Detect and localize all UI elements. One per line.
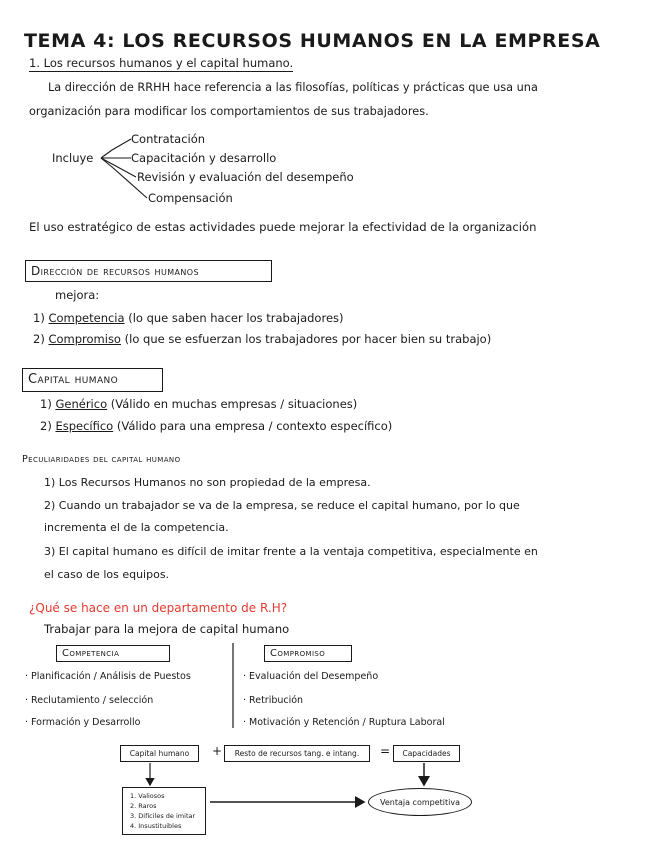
department-subtitle: Trabajar para la mejora de capital humano bbox=[44, 622, 290, 636]
strategic-note: El uso estratégico de estas actividades puede mejorar la efectividad de la organización bbox=[29, 220, 537, 234]
includes-item: Revisión y evaluación del desempeño bbox=[137, 170, 354, 184]
item-term: Genérico bbox=[55, 397, 108, 411]
property-item: 2. Raros bbox=[130, 802, 157, 810]
property-item: 3. Difíciles de imitar bbox=[130, 812, 196, 820]
department-question: ¿Qué se hace en un departamento de R.H? bbox=[29, 601, 288, 615]
competencia-item: · Planificación / Análisis de Puestos bbox=[25, 671, 191, 682]
peculiaridad: 2) Cuando un trabajador se va de la empresa, se reduce el capital humano, por lo que bbox=[44, 499, 520, 512]
capacidades-box: Capacidades bbox=[393, 745, 460, 762]
brace-line bbox=[101, 139, 131, 158]
includes-item: Compensación bbox=[148, 191, 233, 205]
mejora-label: mejora: bbox=[55, 288, 100, 302]
paragraph-line: La dirección de RRHH hace referencia a las filosofías, políticas y prácticas que usa una bbox=[48, 81, 538, 94]
item-term: Competencia bbox=[48, 311, 125, 325]
item-desc: (lo que saben hacer los trabajadores) bbox=[128, 311, 344, 325]
capital-humano-box: Capital humano bbox=[120, 745, 199, 762]
list-item bbox=[33, 334, 491, 346]
item-term: Compromiso bbox=[48, 332, 121, 346]
paragraph-line: organización para modificar los comportamientos de sus trabajadores. bbox=[29, 105, 429, 118]
compromiso-item: · Retribución bbox=[243, 695, 304, 706]
peculiaridad: 3) El capital humano es difícil de imitar frente a la ventaja competitiva, especialmente en bbox=[44, 545, 538, 558]
peculiaridades-heading: Peculiaridades del capital humano bbox=[22, 454, 181, 465]
peculiaridad: el caso de los equipos. bbox=[44, 568, 170, 581]
compromiso-item: · Evaluación del Desempeño bbox=[243, 671, 379, 682]
list-item bbox=[33, 313, 344, 325]
section-heading: 1. Los recursos humanos y el capital humano. bbox=[29, 56, 294, 70]
compromiso-heading: Compromiso bbox=[270, 648, 326, 659]
includes-item: Capacitación y desarrollo bbox=[131, 151, 277, 165]
page-title: TEMA 4: LOS RECURSOS HUMANOS EN LA EMPRESA bbox=[24, 30, 601, 52]
resto-recursos-box: Resto de recursos tang. e intang. bbox=[224, 745, 370, 762]
item-desc: (Válido en muchas empresas / situaciones) bbox=[110, 397, 358, 411]
includes-label: Incluye bbox=[52, 151, 94, 165]
property-item: 1. Valiosos bbox=[130, 792, 165, 800]
competencia-item: · Formación y Desarrollo bbox=[25, 717, 141, 728]
property-item: 4. Insustituibles bbox=[130, 822, 182, 830]
compromiso-item: · Motivación y Retención / Ruptura Laboral bbox=[243, 717, 445, 728]
ventaja-ellipse: Ventaja competitiva bbox=[368, 788, 472, 816]
competencia-item: · Reclutamiento / selección bbox=[25, 695, 154, 706]
item-number: 1) bbox=[33, 311, 45, 325]
direccion-heading: Dirección de recursos humanos bbox=[31, 264, 199, 278]
item-desc: (lo que se esfuerzan los trabajadores por hacer bien su trabajo) bbox=[124, 332, 492, 346]
capital-heading: Capital humano bbox=[28, 372, 119, 387]
peculiaridad: 1) Los Recursos Humanos no son propiedad de la empresa. bbox=[44, 476, 371, 489]
item-number: 1) bbox=[40, 397, 52, 411]
item-term: Específico bbox=[55, 419, 114, 433]
list-item bbox=[40, 421, 392, 433]
equals-sign: = bbox=[380, 744, 391, 758]
item-number: 2) bbox=[40, 419, 52, 433]
includes-item: Contratación bbox=[131, 132, 206, 146]
peculiaridad: incrementa el de la competencia. bbox=[44, 521, 229, 534]
item-number: 2) bbox=[33, 332, 45, 346]
list-item bbox=[40, 399, 357, 411]
item-desc: (Válido para una empresa / contexto específico) bbox=[116, 419, 393, 433]
plus-sign: + bbox=[212, 744, 223, 758]
competencia-heading: Competencia bbox=[62, 648, 120, 659]
resource-properties-box bbox=[122, 787, 206, 835]
